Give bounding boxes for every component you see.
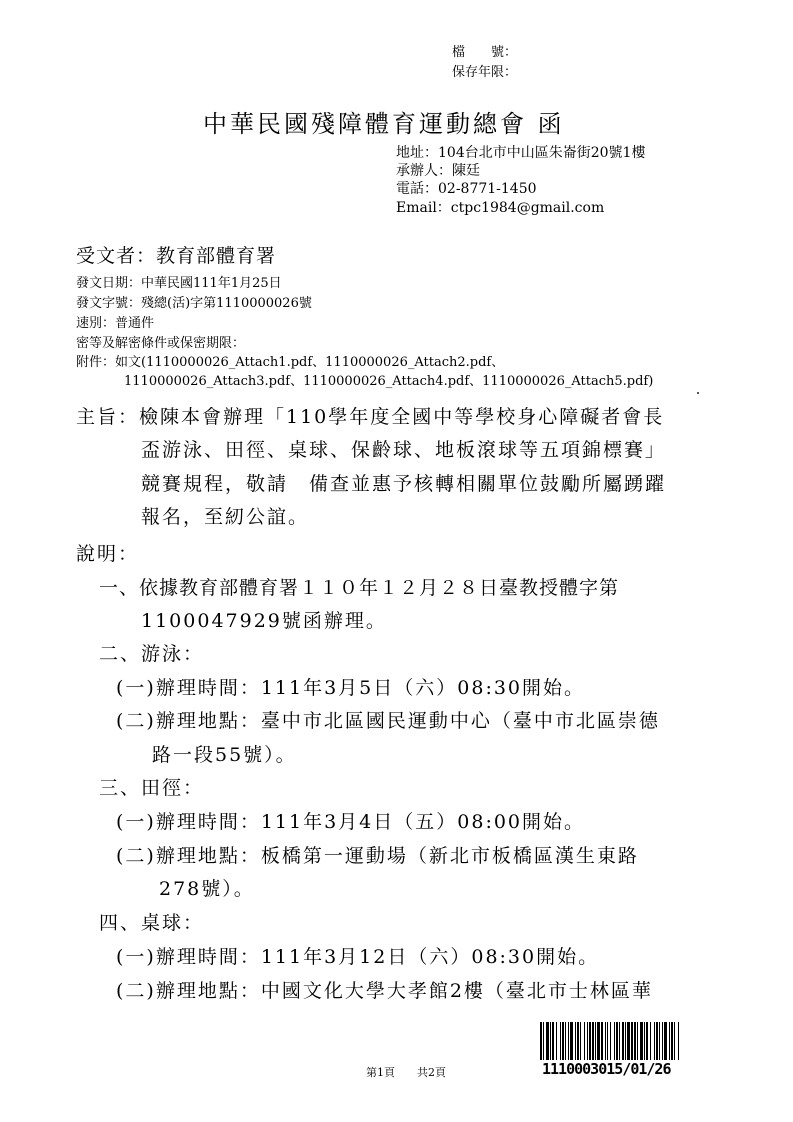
- barcode-bar: [577, 1022, 579, 1060]
- subject-line-2: 盃游泳、田徑、桌球、保齡球、地板滾球等五項錦標賽」: [141, 439, 667, 461]
- subject-line-3: 競賽規程，敬請 備查並惠予核轉相關單位鼓勵所屬踴躍: [141, 473, 667, 495]
- barcode-bar: [614, 1022, 615, 1060]
- barcode-bar: [640, 1022, 643, 1060]
- archive-retention-label: 保存年限：: [452, 65, 518, 80]
- barcode-bar: [552, 1022, 554, 1060]
- document-title: 中華民國殘障體育運動總會 函: [203, 110, 565, 138]
- barcode-bar: [644, 1022, 645, 1060]
- barcode-bar: [662, 1022, 663, 1060]
- contact-handler: 承辦人：陳廷: [396, 163, 480, 179]
- swim-place-line-2: 路一段55號）。: [152, 744, 297, 766]
- swim-place-line-1: (二)辦理地點：臺中市北區國民運動中心（臺中市北區崇德: [116, 710, 660, 732]
- barcode-bar: [631, 1022, 633, 1060]
- barcode-bar: [556, 1022, 557, 1060]
- attachments-line-1: 附件：如文(1110000026_Attach1.pdf、1110000026_Attach2.pdf、: [76, 355, 505, 370]
- barcode-bar: [659, 1022, 660, 1060]
- contact-email: Email：ctpc1984@gmail.com: [396, 200, 605, 216]
- barcode-bar: [580, 1022, 581, 1060]
- track-time: (一)辦理時間：111年3月4日（五）08:00開始。: [116, 811, 586, 833]
- explanation-item-1-line-1: 一、依據教育部體育署１１０年１２月２８日臺教授體字第: [99, 577, 620, 599]
- barcode-bar: [562, 1022, 564, 1060]
- track-place-line-1: (二)辦理地點：板橋第一運動場（新北市板橋區漢生東路: [116, 845, 639, 867]
- barcode-bar: [664, 1022, 667, 1060]
- contact-address: 地址：104台北市中山區朱崙街20號1樓: [396, 145, 646, 161]
- barcode-bar: [543, 1022, 544, 1060]
- table-tennis-time: (一)辦理時間：111年3月12日（六）08:30開始。: [116, 946, 600, 968]
- barcode-text: 1110003015/01/26: [542, 1060, 671, 1078]
- contact-phone: 電話：02-8771-1450: [396, 181, 537, 197]
- recipient: 受文者：教育部體育署: [76, 245, 277, 267]
- barcode-bar: [607, 1022, 608, 1060]
- barcode-bar: [565, 1022, 566, 1060]
- swim-time: (一)辦理時間：111年3月5日（六）08:30開始。: [116, 677, 586, 699]
- archive-file-no-label: 檔 號：: [452, 45, 518, 60]
- barcode-bar: [540, 1022, 542, 1060]
- subject-line-1: 主旨：檢陳本會辦理「110學年度全國中等學校身心障礙者會長: [76, 406, 665, 428]
- swim-heading: 二、游泳：: [99, 643, 205, 665]
- barcode-bar: [605, 1022, 606, 1060]
- barcode-bar: [678, 1022, 679, 1060]
- barcode-bar: [637, 1022, 638, 1060]
- barcode-bar: [622, 1022, 624, 1060]
- barcode-bar: [575, 1022, 576, 1060]
- barcode-bar: [595, 1022, 596, 1060]
- table-tennis-place-line-1: (二)辦理地點：中國文化大學大孝館2樓（臺北市士林區華: [116, 980, 653, 1002]
- issue-date: 發文日期：中華民國111年1月25日: [76, 276, 282, 291]
- barcode-bar: [669, 1022, 670, 1060]
- barcode-bar: [625, 1022, 626, 1060]
- barcode-bar: [627, 1022, 630, 1060]
- barcode-bar: [616, 1022, 618, 1060]
- table-tennis-heading: 四、桌球：: [99, 912, 205, 934]
- barcode-bar: [654, 1022, 655, 1060]
- barcode-bar: [646, 1022, 648, 1060]
- attachments-line-2: 1110000026_Attach3.pdf、1110000026_Attach4.pdf、1110000026_Attach5.pdf): [124, 374, 654, 389]
- document-number: 發文字號：殘總(活)字第1110000026號: [76, 296, 312, 311]
- barcode-bar: [589, 1022, 591, 1060]
- barcode-bar: [610, 1022, 611, 1060]
- subject-line-4: 報名，至紉公誼。: [141, 506, 310, 528]
- barcode-bar: [568, 1022, 569, 1060]
- page-number: 第1頁 共2頁: [366, 1066, 446, 1079]
- barcode-bar: [634, 1022, 636, 1060]
- barcode-bar: [546, 1022, 549, 1060]
- explanation-heading: 說明：: [76, 543, 140, 565]
- stray-dot: [697, 392, 699, 394]
- barcode-bar: [650, 1022, 651, 1060]
- barcode-bar: [592, 1022, 594, 1060]
- barcode-bar: [619, 1022, 620, 1060]
- barcode-bar: [550, 1022, 551, 1060]
- barcode-bar: [601, 1022, 603, 1060]
- track-heading: 三、田徑：: [99, 777, 205, 799]
- barcode-bar: [560, 1022, 561, 1060]
- explanation-item-1-line-2: 1100047929號函辦理。: [141, 610, 387, 632]
- barcode-bar: [674, 1022, 675, 1060]
- barcode-bar: [587, 1022, 588, 1060]
- speed-class: 速別：普通件: [76, 316, 155, 331]
- barcode-bar: [597, 1022, 600, 1060]
- barcode-bar: [671, 1022, 673, 1060]
- barcode-bar: [656, 1022, 658, 1060]
- barcode-graphic: [540, 1022, 680, 1060]
- track-place-line-2: 278號）。: [159, 878, 255, 900]
- barcode-bar: [570, 1022, 573, 1060]
- barcode-bar: [584, 1022, 585, 1060]
- secrecy-label: 密等及解密條件或保密期限：: [76, 336, 246, 351]
